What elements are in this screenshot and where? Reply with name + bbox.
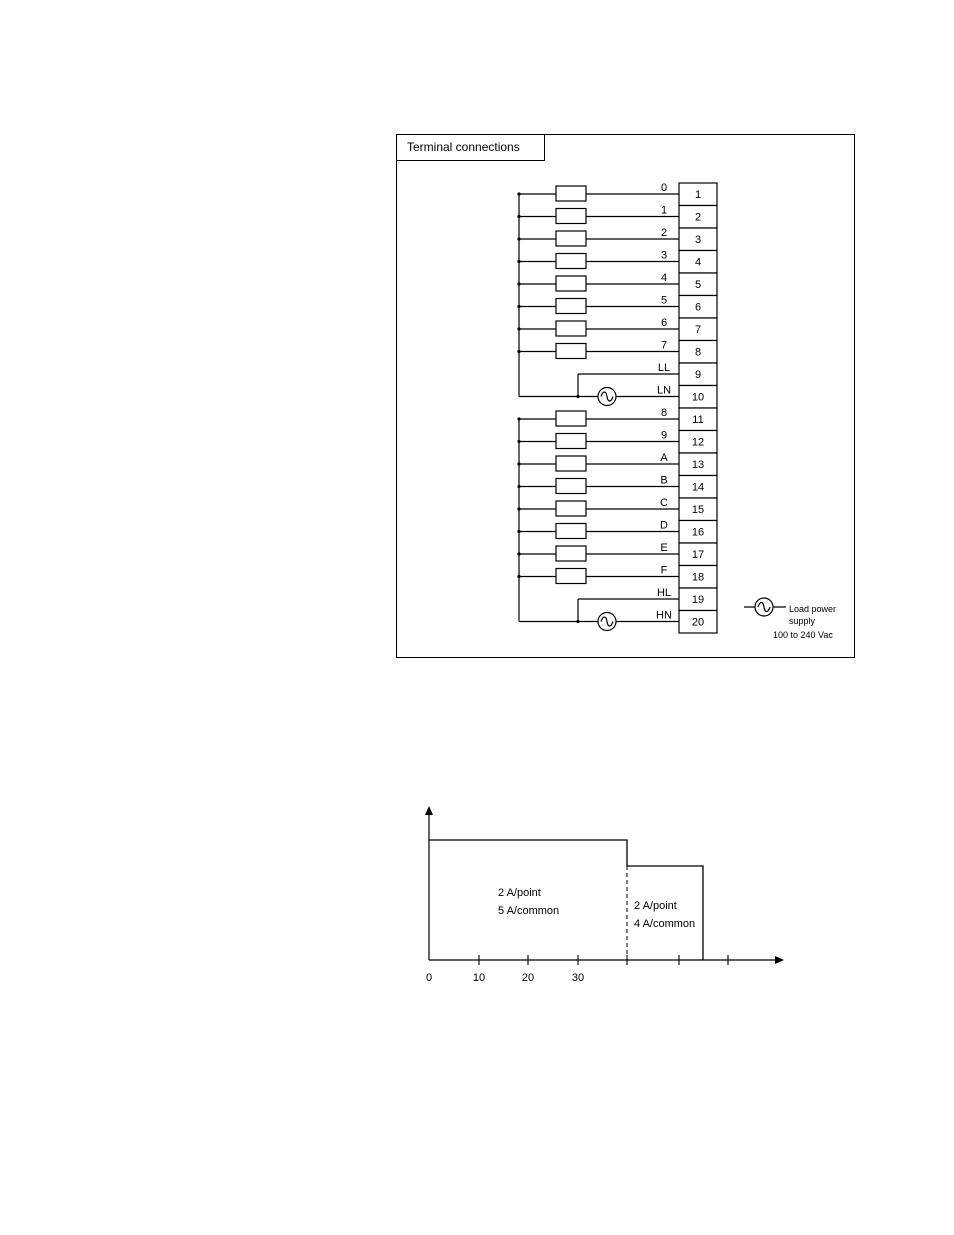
output-signal-label: 0: [660, 182, 668, 194]
output-signal-label: 1: [660, 204, 668, 217]
x-axis-arrow-icon: [775, 956, 784, 964]
terminal-number: 1: [694, 189, 702, 201]
output-signal-label: 7: [660, 339, 668, 352]
output-signal-label: A: [660, 452, 668, 464]
terminal-number: 15: [691, 504, 705, 516]
region-label: 2 A/point: [498, 887, 541, 899]
output-signal-label: 8: [660, 407, 668, 419]
output-signal-label: D: [660, 519, 668, 532]
output-signal-label: 5: [660, 294, 668, 307]
output-signal-label: 3: [660, 249, 668, 262]
output-signal-label: E: [660, 542, 668, 554]
terminal-number: 8: [694, 346, 702, 359]
output-signal-label: C: [660, 497, 668, 509]
terminal-number: 19: [691, 594, 705, 606]
terminal-number: 6: [694, 301, 702, 314]
x-tick-label: 30: [571, 972, 585, 984]
terminal-number: 14: [691, 481, 705, 494]
terminal-number: 20: [691, 616, 705, 629]
terminal-number: 3: [694, 234, 702, 246]
legend-text: supply: [789, 616, 816, 626]
terminal-number: 13: [691, 459, 705, 471]
terminal-number: 10: [691, 391, 705, 404]
region-label: 4 A/common: [634, 918, 696, 930]
x-tick-label: 0: [425, 972, 433, 984]
supply-label-n: LN: [656, 384, 672, 397]
supply-label-n: HN: [656, 609, 672, 622]
output-signal-label: F: [660, 564, 668, 577]
x-tick-label: 20: [521, 972, 535, 984]
diagram-title: Terminal connections: [397, 135, 545, 161]
y-axis-arrow-icon: [425, 806, 433, 815]
terminal-number: 2: [694, 211, 702, 224]
terminal-number: 9: [694, 369, 702, 381]
supply-label-l: LL: [657, 362, 671, 374]
region-label: 2 A/point: [634, 900, 677, 912]
terminal-number: 17: [691, 549, 705, 561]
terminal-number: 12: [691, 436, 705, 449]
terminal-number: 7: [694, 324, 702, 336]
terminal-number: 5: [694, 279, 702, 291]
legend-text: Load power: [789, 604, 837, 614]
x-tick-label: 10: [472, 972, 486, 984]
terminal-number: 16: [691, 526, 705, 539]
terminal-number: 11: [692, 414, 704, 426]
output-signal-label: 2: [660, 227, 668, 239]
output-signal-label: B: [660, 474, 668, 487]
legend-text: 100 to 240 Vac: [773, 630, 833, 640]
output-signal-label: 6: [660, 317, 668, 329]
output-signal-label: 4: [660, 272, 668, 284]
terminal-number: 4: [694, 256, 702, 269]
output-signal-label: 9: [660, 429, 668, 442]
region-label: 5 A/common: [498, 905, 560, 917]
terminal-number: 18: [691, 571, 705, 584]
supply-label-l: HL: [656, 587, 672, 599]
